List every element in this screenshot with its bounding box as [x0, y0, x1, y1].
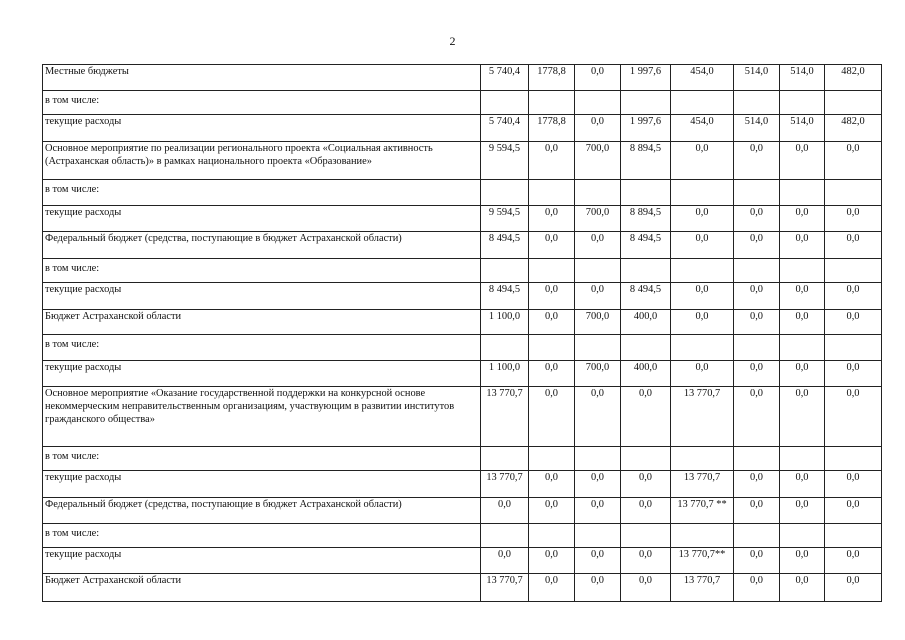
- value-cell: [481, 447, 529, 471]
- row-label: текущие расходы: [43, 471, 481, 498]
- table-row: [43, 387, 882, 447]
- value-cell: 0,0: [734, 361, 780, 387]
- value-cell: 0,0: [575, 574, 621, 602]
- table-row: [43, 498, 882, 524]
- table-row: [43, 361, 882, 387]
- value-cell: 482,0: [825, 65, 882, 91]
- value-cell: [825, 91, 882, 115]
- value-cell: [825, 524, 882, 548]
- table-row: [43, 471, 882, 498]
- row-label: в том числе:: [43, 259, 481, 283]
- value-cell: 514,0: [734, 65, 780, 91]
- value-cell: [734, 335, 780, 361]
- value-cell: 8 894,5: [621, 206, 671, 232]
- value-cell: [575, 524, 621, 548]
- value-cell: [529, 335, 575, 361]
- value-cell: 1 997,6: [621, 115, 671, 142]
- value-cell: [734, 91, 780, 115]
- value-cell: 514,0: [780, 65, 825, 91]
- value-cell: [621, 91, 671, 115]
- value-cell: [529, 180, 575, 206]
- table-row: [43, 335, 882, 361]
- value-cell: [481, 259, 529, 283]
- row-label: в том числе:: [43, 91, 481, 115]
- value-cell: [734, 524, 780, 548]
- row-label: текущие расходы: [43, 206, 481, 232]
- value-cell: 454,0: [671, 115, 734, 142]
- value-cell: 0,0: [621, 574, 671, 602]
- value-cell: 0,0: [575, 232, 621, 259]
- row-label: в том числе:: [43, 524, 481, 548]
- value-cell: [621, 447, 671, 471]
- value-cell: 0,0: [780, 310, 825, 335]
- value-cell: 8 494,5: [481, 283, 529, 310]
- value-cell: 1 100,0: [481, 361, 529, 387]
- value-cell: 514,0: [780, 115, 825, 142]
- value-cell: 0,0: [734, 387, 780, 447]
- value-cell: 0,0: [575, 65, 621, 91]
- value-cell: [734, 447, 780, 471]
- value-cell: 454,0: [671, 65, 734, 91]
- value-cell: [734, 180, 780, 206]
- value-cell: 0,0: [671, 283, 734, 310]
- row-label: текущие расходы: [43, 283, 481, 310]
- value-cell: 0,0: [734, 471, 780, 498]
- value-cell: 700,0: [575, 310, 621, 335]
- value-cell: 0,0: [825, 206, 882, 232]
- value-cell: [825, 180, 882, 206]
- value-cell: 1778,8: [529, 65, 575, 91]
- value-cell: 700,0: [575, 206, 621, 232]
- value-cell: [780, 180, 825, 206]
- value-cell: [825, 447, 882, 471]
- value-cell: 0,0: [481, 498, 529, 524]
- value-cell: [481, 180, 529, 206]
- table-row: [43, 447, 882, 471]
- value-cell: 8 494,5: [621, 283, 671, 310]
- value-cell: 13 770,7 **: [671, 498, 734, 524]
- table-row: [43, 115, 882, 142]
- value-cell: 0,0: [780, 142, 825, 180]
- value-cell: 0,0: [529, 498, 575, 524]
- value-cell: 0,0: [825, 232, 882, 259]
- value-cell: 0,0: [825, 387, 882, 447]
- row-label: текущие расходы: [43, 361, 481, 387]
- value-cell: [481, 91, 529, 115]
- value-cell: 0,0: [825, 283, 882, 310]
- table-row: [43, 206, 882, 232]
- value-cell: [780, 447, 825, 471]
- value-cell: 0,0: [621, 471, 671, 498]
- value-cell: 0,0: [734, 232, 780, 259]
- table-row: [43, 91, 882, 115]
- page-number: 2: [449, 34, 456, 48]
- row-label: Основное мероприятие по реализации регионального проекта «Социальная активность (Астраханская область)» в рамках национального проекта «Образование»: [43, 142, 481, 180]
- value-cell: 13 770,7**: [671, 548, 734, 574]
- row-label: Бюджет Астраханской области: [43, 310, 481, 335]
- value-cell: 700,0: [575, 361, 621, 387]
- value-cell: [734, 259, 780, 283]
- value-cell: 1 100,0: [481, 310, 529, 335]
- table-row: [43, 283, 882, 310]
- value-cell: 700,0: [575, 142, 621, 180]
- value-cell: [671, 447, 734, 471]
- value-cell: 0,0: [734, 548, 780, 574]
- value-cell: 0,0: [529, 232, 575, 259]
- value-cell: 0,0: [780, 548, 825, 574]
- value-cell: [575, 180, 621, 206]
- value-cell: 0,0: [529, 361, 575, 387]
- row-label: в том числе:: [43, 335, 481, 361]
- value-cell: 1 997,6: [621, 65, 671, 91]
- value-cell: 13 770,7: [481, 387, 529, 447]
- row-label: Федеральный бюджет (средства, поступающие в бюджет Астраханской области): [43, 232, 481, 259]
- value-cell: 0,0: [529, 574, 575, 602]
- value-cell: 0,0: [825, 310, 882, 335]
- value-cell: [621, 524, 671, 548]
- row-label: в том числе:: [43, 447, 481, 471]
- value-cell: [575, 447, 621, 471]
- row-label: Федеральный бюджет (средства, поступающие в бюджет Астраханской области): [43, 498, 481, 524]
- value-cell: 0,0: [734, 142, 780, 180]
- row-label: Бюджет Астраханской области: [43, 574, 481, 602]
- table-row: [43, 548, 882, 574]
- value-cell: 0,0: [529, 471, 575, 498]
- value-cell: [621, 180, 671, 206]
- table-row: [43, 310, 882, 335]
- value-cell: 0,0: [734, 310, 780, 335]
- value-cell: 0,0: [734, 283, 780, 310]
- value-cell: 0,0: [621, 498, 671, 524]
- value-cell: 0,0: [780, 283, 825, 310]
- value-cell: 13 770,7: [671, 574, 734, 602]
- value-cell: 9 594,5: [481, 206, 529, 232]
- value-cell: 0,0: [575, 498, 621, 524]
- value-cell: 0,0: [621, 387, 671, 447]
- value-cell: 0,0: [825, 498, 882, 524]
- value-cell: [529, 524, 575, 548]
- value-cell: 8 494,5: [621, 232, 671, 259]
- table-row: [43, 574, 882, 602]
- value-cell: [671, 91, 734, 115]
- value-cell: 0,0: [780, 498, 825, 524]
- value-cell: [780, 335, 825, 361]
- value-cell: 0,0: [575, 548, 621, 574]
- value-cell: 13 770,7: [671, 471, 734, 498]
- value-cell: 0,0: [825, 574, 882, 602]
- value-cell: 0,0: [780, 232, 825, 259]
- value-cell: 8 494,5: [481, 232, 529, 259]
- row-label: Местные бюджеты: [43, 65, 481, 91]
- budget-table-body: [43, 65, 882, 602]
- value-cell: 0,0: [780, 387, 825, 447]
- value-cell: 5 740,4: [481, 65, 529, 91]
- value-cell: 0,0: [734, 574, 780, 602]
- value-cell: 0,0: [575, 471, 621, 498]
- value-cell: 0,0: [529, 206, 575, 232]
- table-row: [43, 232, 882, 259]
- value-cell: 0,0: [529, 142, 575, 180]
- value-cell: 400,0: [621, 310, 671, 335]
- budget-table: [42, 64, 882, 602]
- value-cell: 0,0: [529, 283, 575, 310]
- value-cell: [529, 91, 575, 115]
- value-cell: 0,0: [825, 142, 882, 180]
- value-cell: 8 894,5: [621, 142, 671, 180]
- value-cell: 0,0: [671, 206, 734, 232]
- value-cell: 0,0: [621, 548, 671, 574]
- value-cell: 0,0: [780, 574, 825, 602]
- value-cell: 0,0: [671, 232, 734, 259]
- value-cell: 13 770,7: [481, 574, 529, 602]
- value-cell: [621, 335, 671, 361]
- value-cell: 5 740,4: [481, 115, 529, 142]
- row-label: в том числе:: [43, 180, 481, 206]
- value-cell: [481, 335, 529, 361]
- value-cell: 0,0: [734, 206, 780, 232]
- value-cell: 0,0: [825, 471, 882, 498]
- value-cell: [671, 524, 734, 548]
- value-cell: [529, 259, 575, 283]
- table-row: [43, 65, 882, 91]
- value-cell: 0,0: [671, 142, 734, 180]
- row-label: Основное мероприятие «Оказание государственной поддержки на конкурсной основе некоммерческим неправительственным организациям, участвующим в развитии институтов гражданского общества»: [43, 387, 481, 447]
- value-cell: 0,0: [575, 387, 621, 447]
- table-row: [43, 142, 882, 180]
- value-cell: [575, 335, 621, 361]
- value-cell: [575, 259, 621, 283]
- value-cell: 482,0: [825, 115, 882, 142]
- value-cell: 0,0: [529, 387, 575, 447]
- value-cell: 0,0: [780, 206, 825, 232]
- value-cell: [575, 91, 621, 115]
- value-cell: 0,0: [575, 283, 621, 310]
- value-cell: 0,0: [481, 548, 529, 574]
- value-cell: 0,0: [671, 361, 734, 387]
- value-cell: [825, 259, 882, 283]
- value-cell: 9 594,5: [481, 142, 529, 180]
- value-cell: 0,0: [825, 361, 882, 387]
- row-label: текущие расходы: [43, 548, 481, 574]
- value-cell: [671, 259, 734, 283]
- value-cell: [529, 447, 575, 471]
- value-cell: 0,0: [529, 548, 575, 574]
- value-cell: [671, 180, 734, 206]
- value-cell: 514,0: [734, 115, 780, 142]
- value-cell: 400,0: [621, 361, 671, 387]
- table-row: [43, 180, 882, 206]
- value-cell: 0,0: [529, 310, 575, 335]
- value-cell: [825, 335, 882, 361]
- value-cell: 0,0: [575, 115, 621, 142]
- row-label: текущие расходы: [43, 115, 481, 142]
- value-cell: 13 770,7: [671, 387, 734, 447]
- table-row: [43, 259, 882, 283]
- value-cell: [671, 335, 734, 361]
- value-cell: 0,0: [825, 548, 882, 574]
- value-cell: 1778,8: [529, 115, 575, 142]
- value-cell: [780, 259, 825, 283]
- table-row: [43, 524, 882, 548]
- value-cell: [780, 524, 825, 548]
- value-cell: 0,0: [780, 361, 825, 387]
- value-cell: 13 770,7: [481, 471, 529, 498]
- value-cell: 0,0: [671, 310, 734, 335]
- value-cell: 0,0: [734, 498, 780, 524]
- value-cell: 0,0: [780, 471, 825, 498]
- value-cell: [780, 91, 825, 115]
- value-cell: [481, 524, 529, 548]
- value-cell: [621, 259, 671, 283]
